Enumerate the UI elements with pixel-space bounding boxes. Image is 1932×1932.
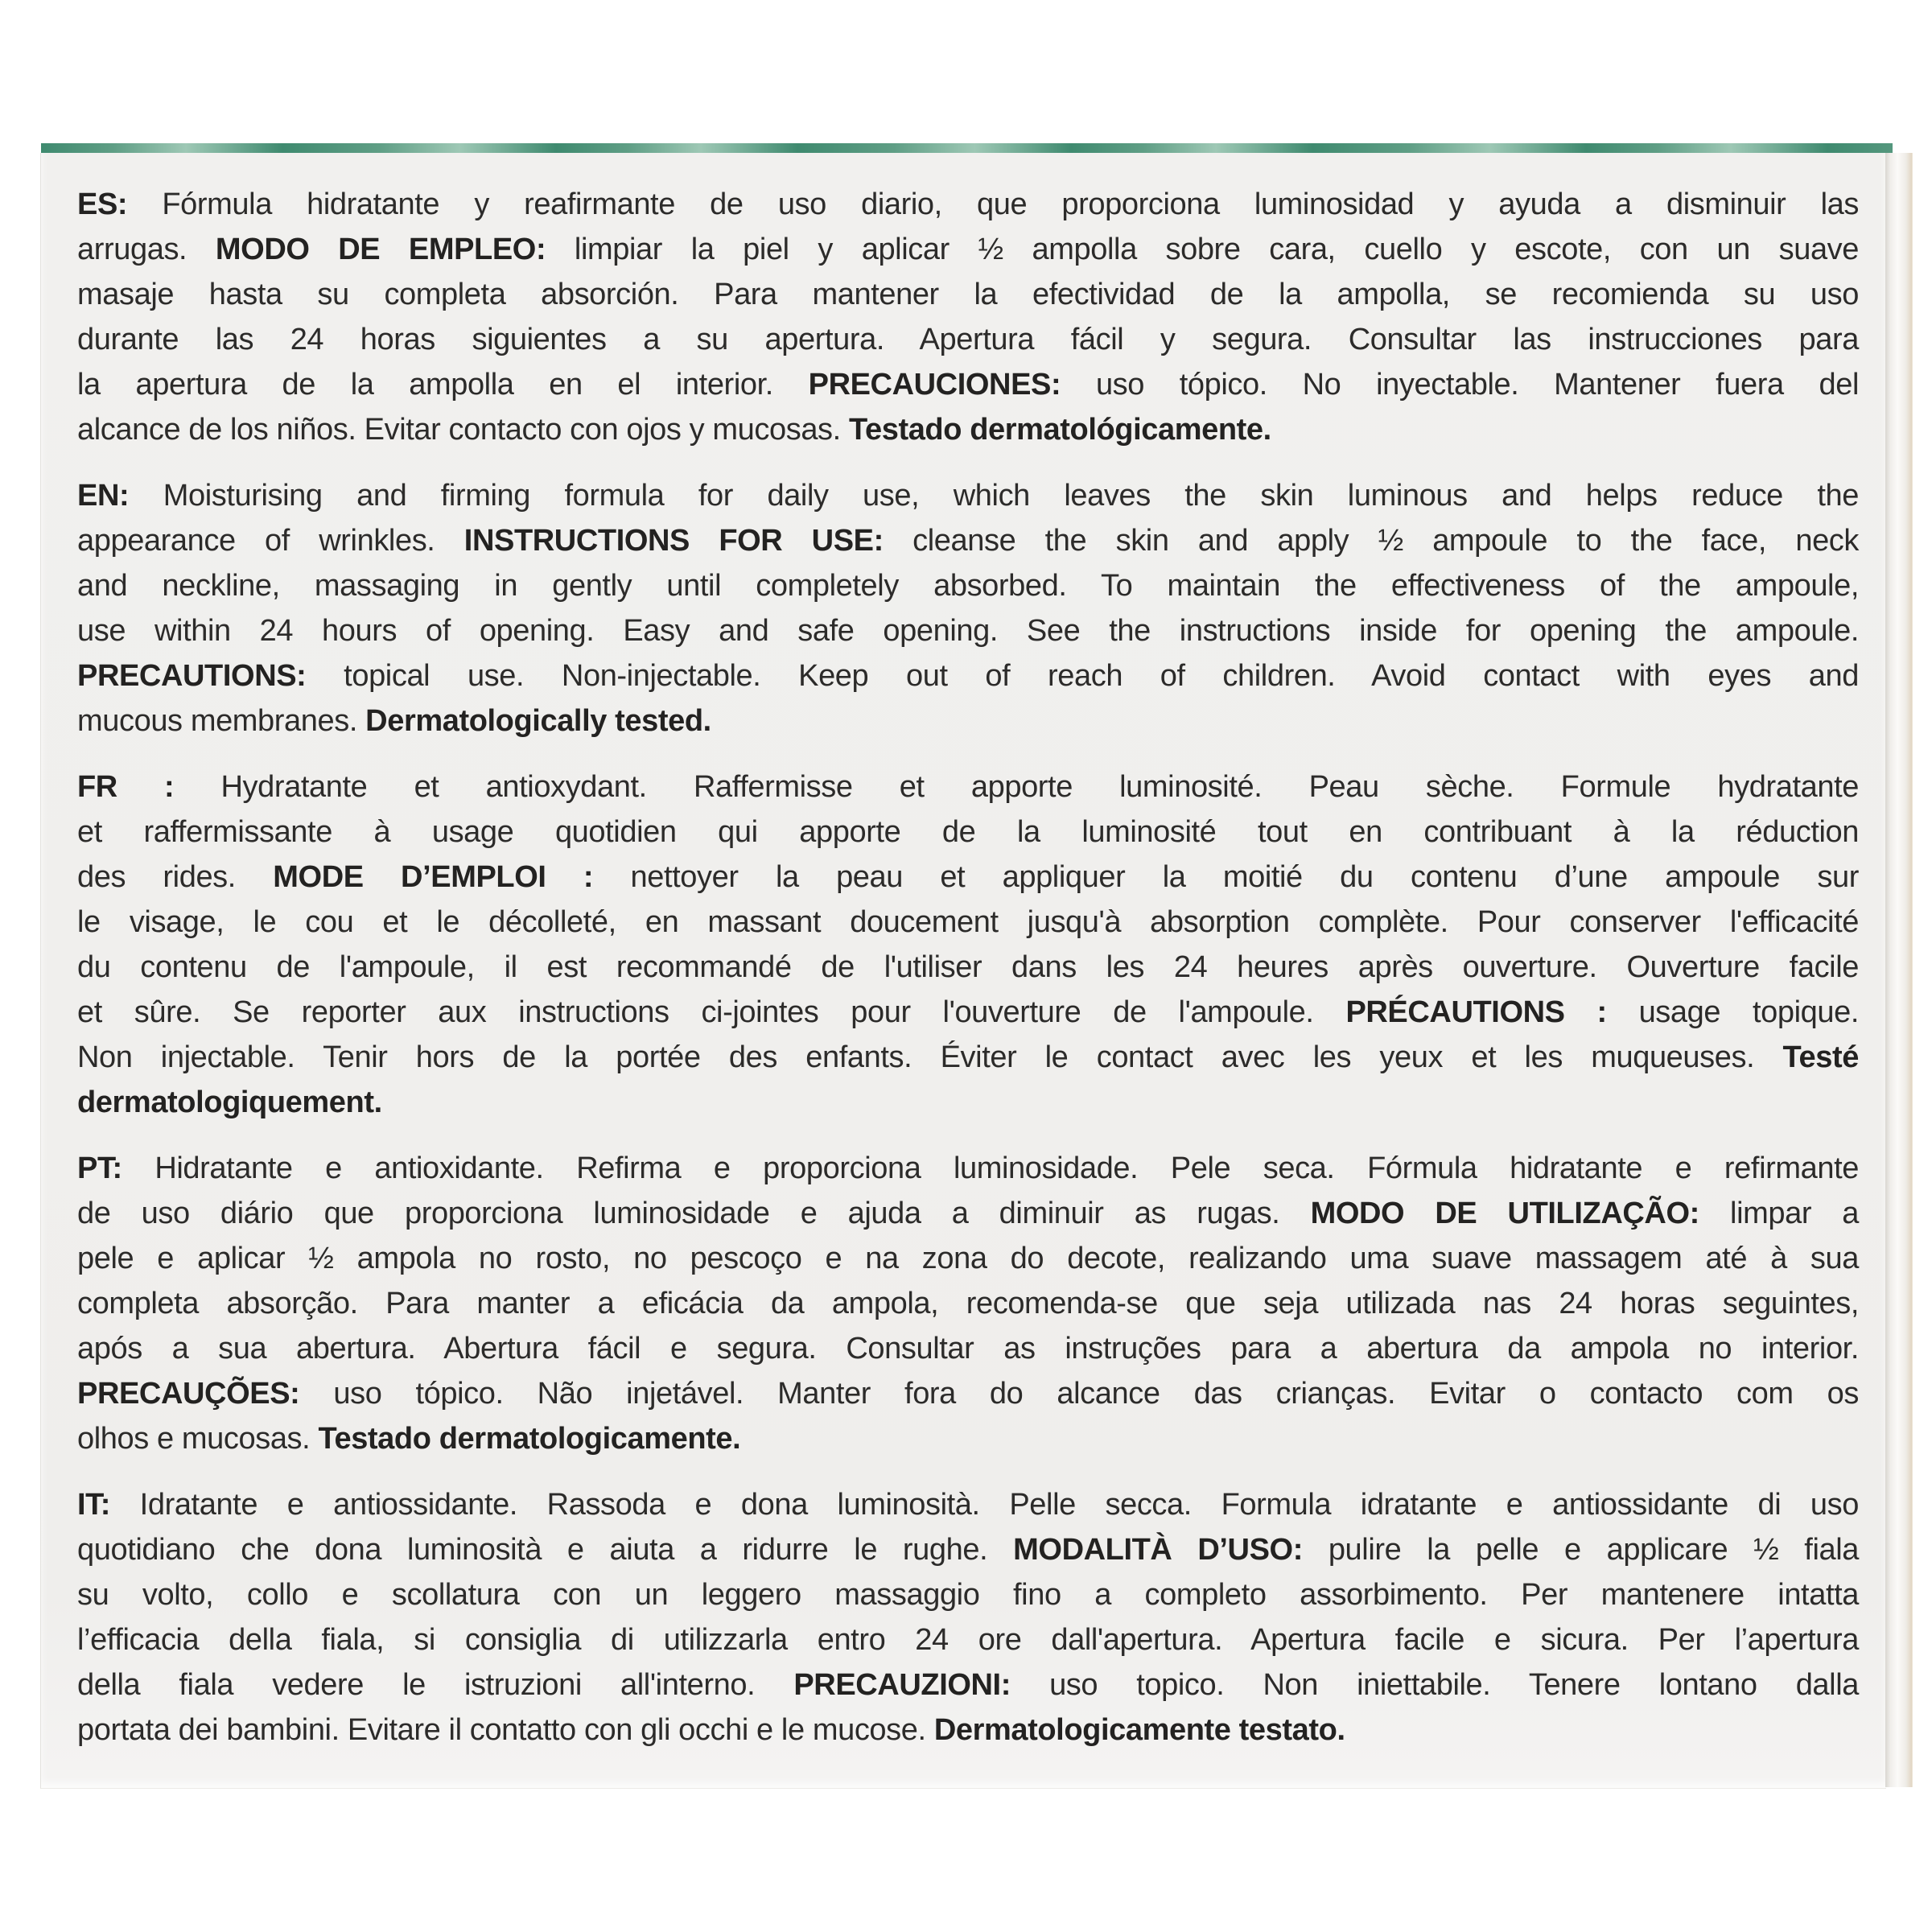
bold-text: PT: [77, 1151, 155, 1185]
body-text: pulire la pelle e applicare ½ fiala [1328, 1533, 1859, 1567]
label-text [77, 153, 1859, 1773]
body-text: olhos e mucosas. [77, 1422, 319, 1456]
text-line [77, 362, 1859, 407]
body-text: completa absorção. Para manter a eficácia da ampola, recomenda-se que seja utilizada nas 24 horas seguintes, [77, 1287, 1859, 1320]
body-text: cleanse the skin and apply ½ ampoule to the face, neck [912, 524, 1860, 558]
body-text: uso tópico. No inyectable. Mantener fuera del [1095, 368, 1859, 402]
text-line [77, 407, 1859, 452]
bold-text: IT: [77, 1488, 140, 1522]
body-text: su volto, collo e scollatura con un leggero massaggio fino a completo assorbimento. Per mantenere intatta [77, 1578, 1859, 1612]
body-text: Non injectable. Tenir hors de la portée des enfants. Éviter le contact avec les yeux et les muqueuses. [77, 1040, 1783, 1074]
text-line [77, 518, 1859, 563]
body-text: nettoyer la peau et appliquer la moitié du contenu d’une ampoule sur [630, 860, 1859, 894]
bold-text: MODE D’EMPLOI : [273, 860, 631, 894]
text-line [77, 1035, 1859, 1080]
text-line [77, 473, 1859, 518]
bold-text: PRÉCAUTIONS : [1345, 995, 1639, 1029]
body-text: usage topique. [1638, 995, 1859, 1029]
paragraph-en [77, 473, 1859, 744]
text-line [77, 764, 1859, 809]
text-line [77, 563, 1859, 608]
bold-text: Testado dermatológicamente. [848, 413, 1271, 447]
text-line [77, 1236, 1859, 1281]
bold-text: Testé [1782, 1040, 1859, 1074]
body-text: Fórmula hidratante y reafirmante de uso diario, que proporciona luminosidad y ayuda a disminuir las [162, 187, 1859, 221]
text-line [77, 900, 1859, 945]
body-text: limpiar la piel y aplicar ½ ampolla sobre cara, cuello y escote, con un suave [574, 233, 1860, 266]
text-line [77, 182, 1859, 227]
box-side-flap [1885, 153, 1913, 1787]
body-text: topical use. Non-injectable. Keep out of reach of children. Avoid contact with eyes and [344, 659, 1859, 693]
body-text: le visage, le cou et le décolleté, en massant doucement jusqu'à absorption complète. Pour conserver l'efficacité [77, 905, 1859, 939]
bold-text: ES: [77, 187, 163, 221]
bold-text: PRECAUCIONES: [808, 368, 1096, 402]
body-text: du contenu de l'ampoule, il est recommandé de l'utiliser dans les 24 heures après ouverture. Ouverture facile [77, 950, 1859, 984]
body-text: Hidratante e antioxidante. Refirma e proporciona luminosidade. Pele seca. Fórmula hidratante e refirmante [154, 1151, 1859, 1185]
body-text: masaje hasta su completa absorción. Para mantener la efectividad de la ampolla, se recomienda su uso [77, 278, 1859, 311]
text-line [77, 1191, 1859, 1236]
body-text: et raffermissante à usage quotidien qui apporte de la luminosité tout en contribuant à la réduction [77, 815, 1859, 849]
text-line [77, 1371, 1859, 1416]
text-line [77, 1707, 1859, 1753]
body-text: et sûre. Se reporter aux instructions ci-jointes pour l'ouverture de l'ampoule. [77, 995, 1346, 1029]
bold-text: MODO DE EMPLEO: [215, 233, 575, 266]
text-line [77, 809, 1859, 855]
bold-text: MODO DE UTILIZAÇÃO: [1310, 1197, 1731, 1230]
bold-text: PRECAUZIONI: [793, 1668, 1050, 1702]
text-line [77, 272, 1859, 317]
text-line [77, 1080, 1859, 1125]
body-text: and neckline, massaging in gently until completely absorbed. To maintain the effectiveness of the ampoule, [77, 569, 1859, 603]
body-text: pele e aplicar ½ ampola no rosto, no pescoço e na zona do decote, realizando uma suave massagem até à sua [77, 1242, 1859, 1275]
text-line [77, 1482, 1859, 1527]
body-text: uso topico. Non iniettabile. Tenere lontano dalla [1049, 1668, 1859, 1702]
body-text: appearance of wrinkles. [77, 524, 464, 558]
body-text: após a sua abertura. Abertura fácil e segura. Consultar as instruções para a abertura da ampola no interior. [77, 1332, 1859, 1366]
text-line [77, 1281, 1859, 1326]
bold-text: INSTRUCTIONS FOR USE: [463, 524, 913, 558]
paragraph-es [77, 182, 1859, 452]
bold-text: Dermatologically tested. [365, 704, 711, 738]
body-text: arrugas. [77, 233, 216, 266]
bold-text: PRECAUÇÕES: [77, 1377, 334, 1411]
text-line [77, 855, 1859, 900]
text-line [77, 1527, 1859, 1572]
text-line [77, 1416, 1859, 1461]
body-text: Moisturising and firming formula for daily use, which leaves the skin luminous and helps reduce the [163, 479, 1859, 513]
body-text: della fiala vedere le istruzioni all'interno. [77, 1668, 794, 1702]
text-line [77, 1662, 1859, 1707]
body-text: alcance de los niños. Evitar contacto con ojos y mucosas. [77, 413, 849, 447]
text-line [77, 317, 1859, 362]
body-text: de uso diário que proporciona luminosidade e ajuda a diminuir as rugas. [77, 1197, 1311, 1230]
paragraph-pt [77, 1146, 1859, 1461]
text-line [77, 1572, 1859, 1617]
paragraph-it [77, 1482, 1859, 1753]
text-line [77, 990, 1859, 1035]
text-line [77, 227, 1859, 272]
text-line [77, 1617, 1859, 1662]
bold-text: FR : [77, 770, 221, 804]
body-text: Hydratante et antioxydant. Raffermisse et apporte luminosité. Peau sèche. Formule hydratante [220, 770, 1859, 804]
bold-text: MODALITÀ D’USO: [1013, 1533, 1329, 1567]
bold-text: Testado dermatologicamente. [318, 1422, 741, 1456]
body-text: mucous membranes. [77, 704, 366, 738]
body-text: limpar a [1730, 1197, 1860, 1230]
body-text: use within 24 hours of opening. Easy and safe opening. See the instructions inside for opening the ampoule. [77, 614, 1859, 648]
text-line [77, 653, 1859, 698]
body-text: la apertura de la ampolla en el interior. [77, 368, 809, 402]
bold-text: EN: [77, 479, 163, 513]
body-text: uso tópico. Não injetável. Manter fora do alcance das crianças. Evitar o contacto com os [333, 1377, 1859, 1411]
paragraph-fr [77, 764, 1859, 1125]
text-line [77, 1146, 1859, 1191]
bold-text: dermatologiquement. [77, 1085, 382, 1119]
text-line [77, 608, 1859, 653]
bold-text: Dermatologicamente testato. [933, 1713, 1345, 1747]
body-text: durante las 24 horas siguientes a su apertura. Apertura fácil y segura. Consultar las instrucciones para [77, 323, 1859, 356]
body-text: quotidiano che dona luminosità e aiuta a ridurre le rughe. [77, 1533, 1014, 1567]
body-text: des rides. [77, 860, 274, 894]
bold-text: PRECAUTIONS: [77, 659, 344, 693]
text-line [77, 945, 1859, 990]
body-text: portata dei bambini. Evitare il contatto con gli occhi e le mucose. [77, 1713, 934, 1747]
text-line [77, 698, 1859, 744]
text-line [77, 1326, 1859, 1371]
body-text: Idratante e antiossidante. Rassoda e dona luminosità. Pelle secca. Formula idratante e antiossidante di uso [139, 1488, 1859, 1522]
body-text: l’efficacia della fiala, si consiglia di utilizzarla entro 24 ore dall'apertura. Apertura facile e sicura. Per l’apertura [77, 1623, 1859, 1657]
